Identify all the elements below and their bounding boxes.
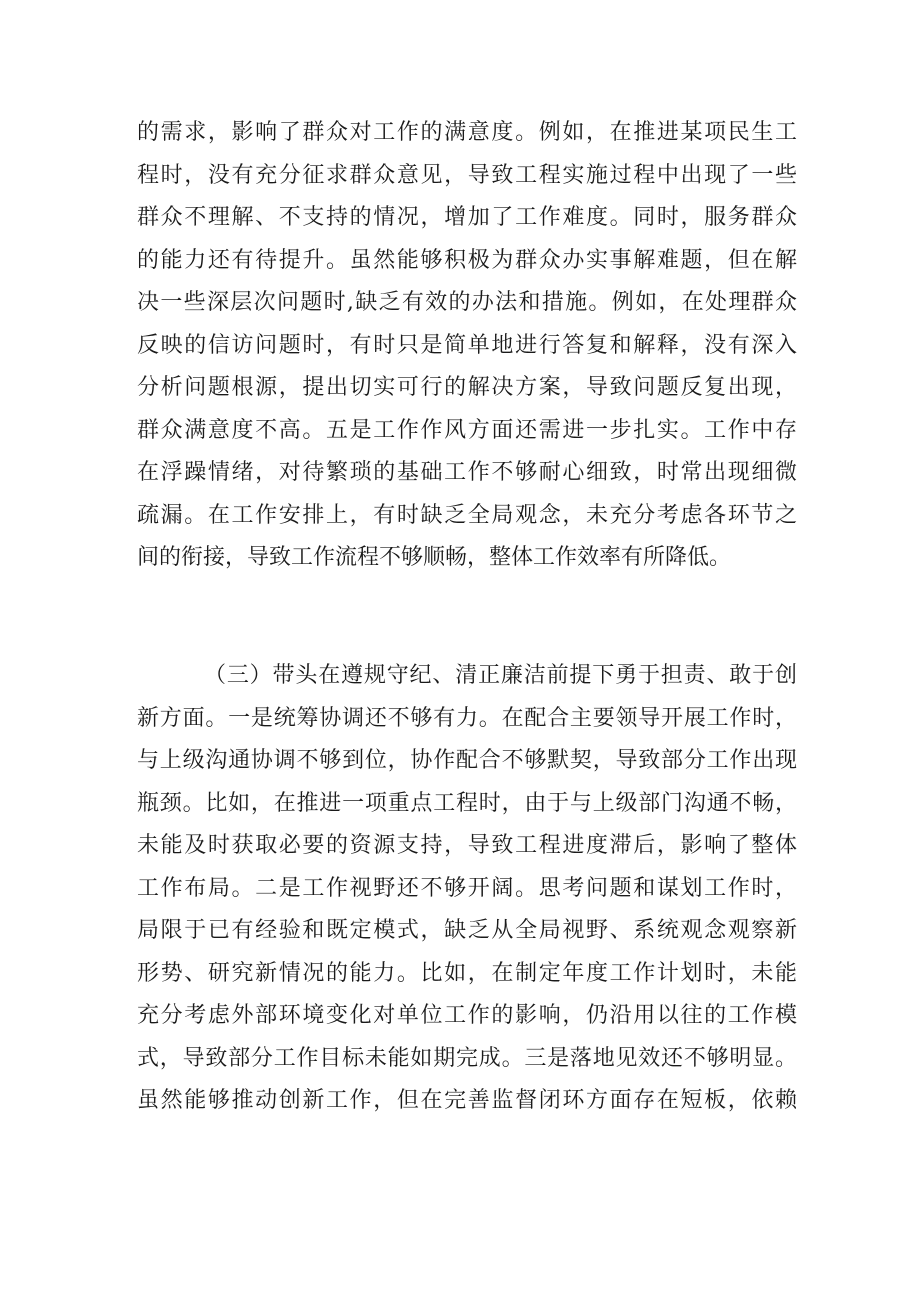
text-line: 式，导致部分工作目标未能如期完成。三是落地见效还不够明显。 xyxy=(137,1045,797,1071)
text-line: 局限于已有经验和既定模式，缺乏从全局视野、系统观念观察新 xyxy=(137,918,797,943)
text-line: 分析问题根源，提出切实可行的解决方案，导致问题反复出现， xyxy=(137,375,797,400)
text-line: 间的衔接，导致工作流程不够顺畅，整体工作效率有所降低。 xyxy=(137,545,732,570)
text-line: 的能力还有待提升。虽然能够积极为群众办实事解难题，但在解 xyxy=(137,247,797,273)
text-line: 反映的信访问题时，有时只是简单地进行答复和解释，没有深入 xyxy=(137,332,797,358)
text-line: 新方面。一是统筹协调还不够有力。在配合主要领导开展工作时， xyxy=(137,705,797,731)
text-line: 形势、研究新情况的能力。比如，在制定年度工作计划时，未能 xyxy=(137,960,797,986)
text-line: 工作布局。二是工作视野还不够开阔。思考问题和谋划工作时， xyxy=(137,875,797,901)
text-line: 程时，没有充分征求群众意见，导致工程实施过程中出现了一些 xyxy=(137,162,797,188)
text-line: 群众不理解、不支持的情况，增加了工作难度。同时，服务群众 xyxy=(137,205,797,230)
paragraph-continuation xyxy=(137,112,797,580)
text-line: 决一些深层次问题时,缺乏有效的办法和措施。例如，在处理群众 xyxy=(137,290,797,315)
text-line: 的需求，影响了群众对工作的满意度。例如，在推进某项民生工 xyxy=(137,120,797,145)
text-line: 未能及时获取必要的资源支持，导致工程进度滞后，影响了整体 xyxy=(137,833,797,858)
text-line: 疏漏。在工作安排上，有时缺乏全局观念，未充分考虑各环节之 xyxy=(137,502,797,528)
text-line: 瓶颈。比如，在推进一项重点工程时，由于与上级部门沟通不畅， xyxy=(137,790,797,816)
text-line: 在浮躁情绪，对待繁琐的基础工作不够耐心细致，时常出现细微 xyxy=(137,460,797,485)
text-line: 虽然能够推动创新工作，但在完善监督闭环方面存在短板，依赖 xyxy=(137,1088,797,1113)
text-line: 群众满意度不高。五是工作作风方面还需进一步扎实。工作中存 xyxy=(137,417,797,443)
text-line: 充分考虑外部环境变化对单位工作的影响，仍沿用以往的工作模 xyxy=(137,1003,797,1028)
section-three-paragraph xyxy=(137,655,797,1123)
section-heading-line: （三）带头在遵规守纪、清正廉洁前提下勇于担责、敢于创 xyxy=(204,663,797,688)
text-line: 与上级沟通协调不够到位，协作配合不够默契，导致部分工作出现 xyxy=(137,748,797,773)
